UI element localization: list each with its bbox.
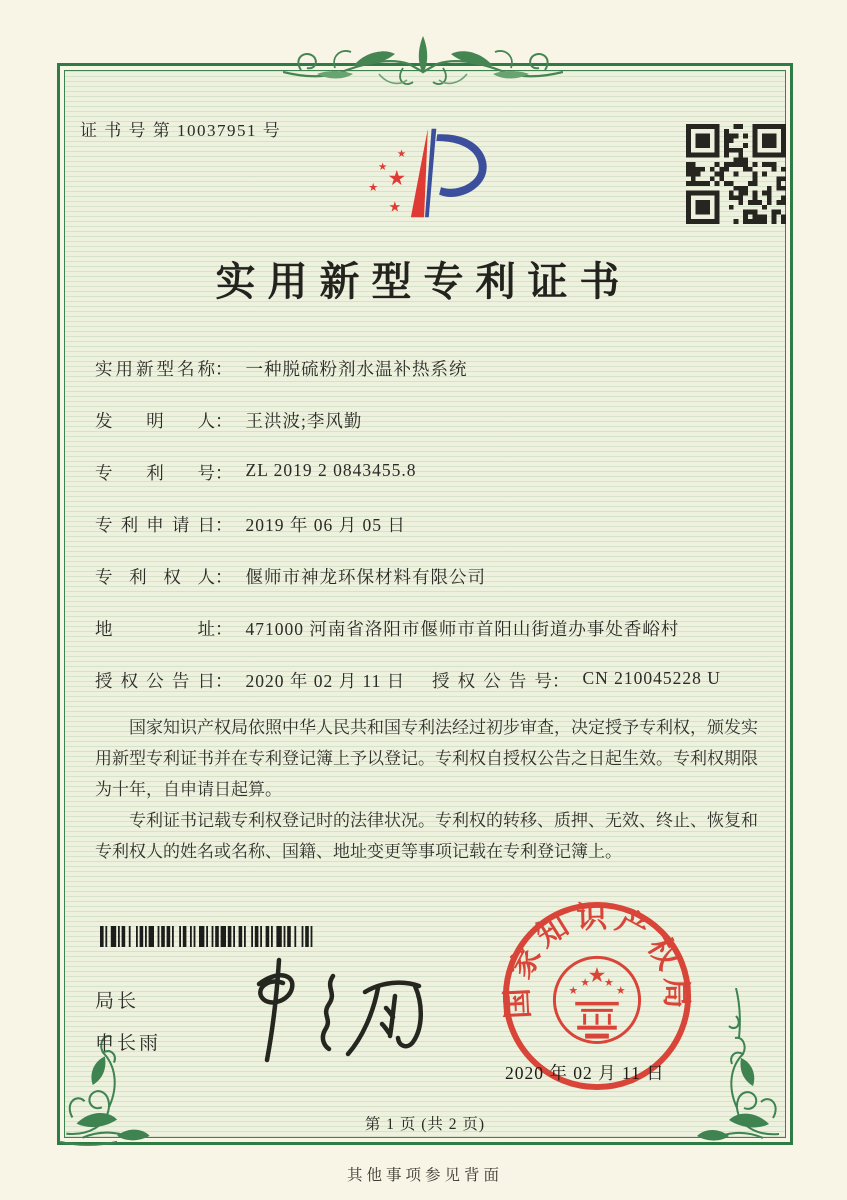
field-label: 实用新型名称 xyxy=(95,359,215,379)
field-value: 2020 年 02 月 11 日 xyxy=(245,671,406,691)
star-icon: ★ xyxy=(388,199,402,216)
colon: ： xyxy=(215,619,233,639)
field-label: 专利号 xyxy=(95,463,215,483)
colon: ： xyxy=(215,463,233,483)
fields-block xyxy=(95,356,760,720)
seal-star-icon: ★ xyxy=(615,984,626,998)
seal-star-icon: ★ xyxy=(568,984,579,998)
seal-national-emblem xyxy=(554,957,639,1042)
seal-text: 国家知识产权局 xyxy=(499,899,694,1020)
page-indicator: 第 1 页 (共 2 页) xyxy=(364,1116,486,1133)
field-value: 2019 年 06 月 05 日 xyxy=(245,515,406,535)
barcode xyxy=(100,926,316,947)
field-value: 471000 河南省洛阳市偃师市首阳山街道办事处香峪村 xyxy=(245,619,680,639)
back-note: 其他事项参见背面 xyxy=(346,1167,503,1184)
seal-star-icon: ★ xyxy=(580,976,590,990)
director-signature xyxy=(215,950,450,1068)
star-icon: ★ xyxy=(378,161,388,174)
cnipa-logo xyxy=(345,108,505,238)
field-row-address xyxy=(95,616,760,668)
colon: ： xyxy=(215,671,233,691)
field-row-patentee xyxy=(95,564,760,616)
field-value: 偃师市神龙环保材料有限公司 xyxy=(245,567,486,587)
field-row-filing-date xyxy=(95,512,760,564)
field-value: ZL 2019 2 0843455.8 xyxy=(245,460,417,480)
field-label: 专利申请日 xyxy=(95,515,215,535)
director-name: 申长雨 xyxy=(95,1033,162,1054)
field-label: 授权公告日 xyxy=(95,671,215,691)
cert-number: 证 书 号 第 10037951 号 xyxy=(80,121,282,140)
body-paragraph: 专利证书记载专利权登记时的法律状况。专利权的转移、质押、无效、终止、恢复和专利权人的姓名或名称、国籍、地址变更等事项记载在专利登记簿上。 xyxy=(95,811,758,861)
svg-text:国家知识产权局 xyxy=(500,900,694,1020)
seal-gate xyxy=(575,1002,619,1039)
star-icon: ★ xyxy=(387,166,407,191)
star-icon: ★ xyxy=(368,180,379,194)
field-value: 王洪波;李风勤 xyxy=(245,411,363,431)
seal-star-icon: ★ xyxy=(587,963,607,988)
field-row-inventor xyxy=(95,408,760,460)
field-label: 专利权人 xyxy=(95,567,215,587)
colon: ： xyxy=(215,359,233,379)
field-row-name xyxy=(95,356,760,408)
seal-date: 2020 年 02 月 11 日 xyxy=(505,1063,665,1083)
field-label: 授权公告号 xyxy=(432,671,552,691)
star-icon: ★ xyxy=(396,148,407,160)
field-row-patent-no xyxy=(95,460,760,512)
field-label: 地址 xyxy=(95,619,215,639)
colon: ： xyxy=(215,411,233,431)
colon: ： xyxy=(552,671,570,691)
qr-code xyxy=(686,124,786,224)
logo-p-mark xyxy=(436,134,486,197)
legal-text-block xyxy=(95,712,758,867)
director-role: 局长 xyxy=(95,991,140,1012)
logo-wedge-shape xyxy=(411,129,428,217)
seal-star-icon: ★ xyxy=(604,976,614,990)
field-value: 一种脱硫粉剂水温补热系统 xyxy=(245,359,468,379)
colon: ： xyxy=(215,515,233,535)
field-label: 发明人 xyxy=(95,411,215,431)
body-paragraph: 国家知识产权局依照中华人民共和国专利法经过初步审查，决定授予专利权，颁发实用新型专利证书并在专利登记簿上予以登记。专利权自授权公告之日起生效。专利权期限为十年，自申请日起算。 xyxy=(95,718,758,799)
field-value: CN 210045228 U xyxy=(582,668,721,688)
colon: ： xyxy=(215,567,233,587)
certificate-title: 实用新型专利证书 xyxy=(215,259,632,304)
